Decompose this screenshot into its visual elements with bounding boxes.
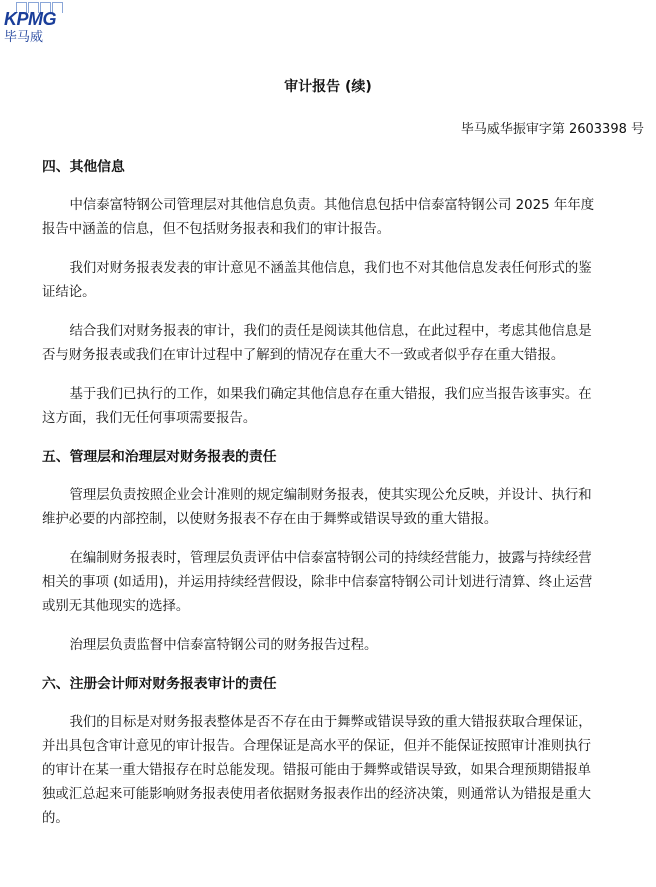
paragraph-line: 的审计在某一重大错报存在时总能发现。错报可能由于舞弊或错误导致，如果合理预期错报单 xyxy=(42,763,592,778)
paragraph-line: 我们对财务报表发表的审计意见不涵盖其他信息，我们也不对其他信息发表任何形式的鉴 xyxy=(69,261,592,276)
paragraph-line: 相关的事项 (如适用)，并运用持续经营假设，除非中信泰富特钢公司计划进行清算、终止运营 xyxy=(42,575,593,590)
section-heading: 四、其他信息 xyxy=(42,159,125,175)
paragraph xyxy=(42,383,648,431)
paragraph xyxy=(42,484,648,532)
paragraph-line: 基于我们已执行的工作，如果我们确定其他信息存在重大错报，我们应当报告该事实。在 xyxy=(69,387,592,402)
paragraph xyxy=(42,320,648,368)
report-body xyxy=(42,155,648,845)
section-heading: 六、注册会计师对财务报表审计的责任 xyxy=(42,676,277,692)
kpmg-logo xyxy=(4,2,68,46)
paragraph-line: 维护必要的内部控制，以使财务报表不存在由于舞弊或错误导致的重大错报。 xyxy=(42,512,498,527)
paragraph xyxy=(42,711,648,831)
section-heading: 五、管理层和治理层对财务报表的责任 xyxy=(42,449,277,465)
kpmg-chinese-name: 毕马威 xyxy=(4,30,44,45)
paragraph-line: 或别无其他现实的选择。 xyxy=(42,599,190,614)
paragraph xyxy=(42,634,648,658)
paragraph-line: 否与财务报表或我们在审计过程中了解到的情况存在重大不一致或者似乎存在重大错报。 xyxy=(42,348,565,363)
paragraph-line: 的。 xyxy=(42,811,69,826)
kpmg-wordmark: KPMG xyxy=(4,9,56,29)
paragraph xyxy=(42,547,648,619)
paragraph-line: 证结论。 xyxy=(42,285,96,300)
report-reference-number: 毕马威华振审字第 2603398 号 xyxy=(460,122,644,137)
paragraph-line: 这方面，我们无任何事项需要报告。 xyxy=(42,411,257,426)
paragraph-line: 治理层负责监督中信泰富特钢公司的财务报告过程。 xyxy=(69,638,378,653)
paragraph xyxy=(42,194,648,242)
paragraph-line: 并出具包含审计意见的审计报告。合理保证是高水平的保证，但并不能保证按照审计准则执行 xyxy=(42,739,592,754)
paragraph-line: 在编制财务报表时，管理层负责评估中信泰富特钢公司的持续经营能力，披露与持续经营 xyxy=(69,551,592,566)
paragraph-line: 中信泰富特钢公司管理层对其他信息负责。其他信息包括中信泰富特钢公司 2025 年年度 xyxy=(69,198,595,213)
paragraph-line: 独或汇总起来可能影响财务报表使用者依据财务报表作出的经济决策，则通常认为错报是重大 xyxy=(42,787,592,802)
paragraph-line: 结合我们对财务报表的审计，我们的责任是阅读其他信息，在此过程中，考虑其他信息是 xyxy=(69,324,592,339)
report-title: 审计报告 (续) xyxy=(284,79,372,95)
paragraph-line: 管理层负责按照企业会计准则的规定编制财务报表，使其实现公允反映，并设计、执行和 xyxy=(69,488,592,503)
paragraph-line: 我们的目标是对财务报表整体是否不存在由于舞弊或错误导致的重大错报获取合理保证， xyxy=(69,715,592,730)
paragraph xyxy=(42,257,648,305)
paragraph-line: 报告中涵盖的信息，但不包括财务报表和我们的审计报告。 xyxy=(42,222,391,237)
